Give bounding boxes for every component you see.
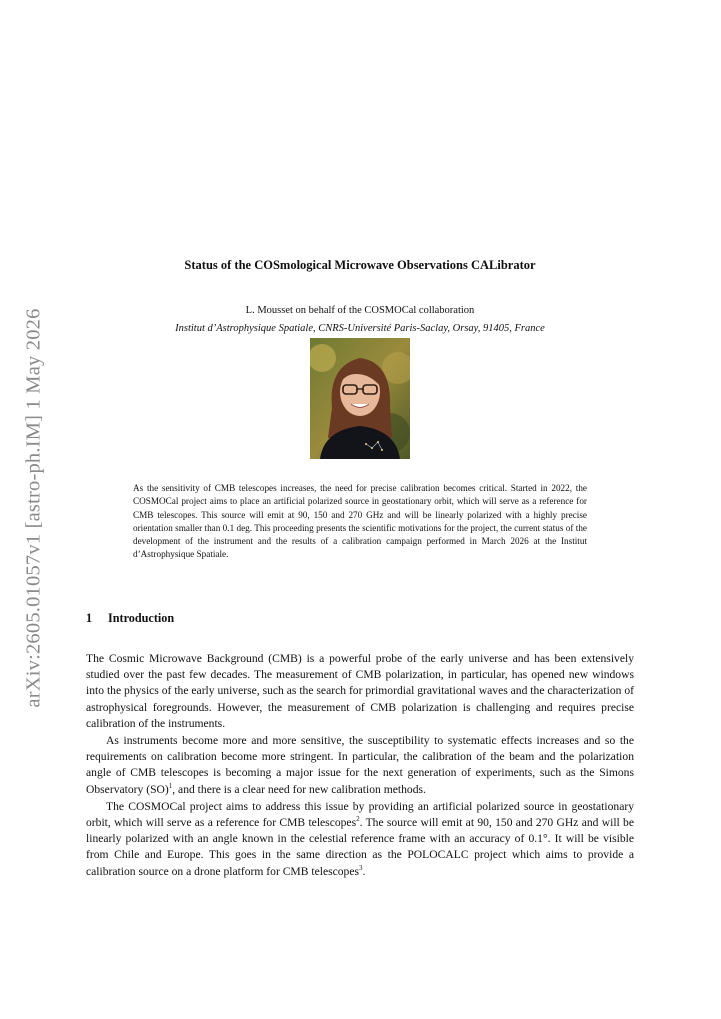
section-title: Introduction — [108, 611, 175, 625]
citation-ref: 1 — [168, 781, 173, 790]
abstract: As the sensitivity of CMB telescopes increases, the need for precise calibration becomes critical. Started in 2022, the COSMOCal project aims to place an artificial polarized source in geostationary orbit, which will serve as a reference for CMB telescopes. This source will emit at 90, 150 and 270 GHz and will be linearly polarized with a highly precise orientation smaller than 0.1 deg. This proceeding presents the scientific motivations for the project, the current status of the development of the instrument and the results of a calibration campaign performed in March 2026 at the Institut d’Astrophysique Spatiale. — [133, 483, 587, 560]
paragraph-3 — [86, 799, 634, 880]
paragraph-2-text-end: , and there is a clear need for new calibration methods. — [172, 782, 426, 796]
paragraph-2 — [86, 733, 634, 798]
paragraph-3-text-end: . — [362, 864, 366, 878]
paragraph-2-text: As instruments become more and more sensitive, the susceptibility to systematic effects increases and so the requirements on calibration become more stringent. In particular, the calibration of the beam and the polarization angle of CMB telescopes is becoming a major issue for the next generation of experiments, such as the Simons Observatory (SO) — [86, 734, 634, 796]
author-photo — [310, 338, 410, 459]
author-line: L. Mousset on behalf of the COSMOCal collaboration — [245, 305, 475, 316]
section-number: 1 — [86, 611, 93, 625]
citation-ref: 3 — [359, 863, 363, 872]
paragraph-1: The Cosmic Microwave Background (CMB) is a powerful probe of the early universe and has been extensively studied over the past few decades. The measurement of CMB polarization, in particular, has opened new windows into the physics of the early universe, such as the search for primordial gravitational waves and the characterization of astrophysical foregrounds. However, the measurement of CMB polarization is challenging and requires precise calibration of the instruments. — [86, 652, 634, 730]
introduction-body — [86, 651, 634, 880]
arxiv-sidebar — [18, 272, 50, 744]
paper-title: Status of the COSmological Microwave Observations CALibrator — [184, 258, 536, 272]
paragraph-3-text: The COSMOCal project aims to address this issue by providing an artificial polarized source in geostationary orbit, which will serve as a reference for CMB telescopes — [86, 799, 634, 830]
arxiv-identifier: arXiv:2605.01057v1 [astro-ph.IM] 1 May 2026 — [22, 308, 45, 708]
citation-ref: 2 — [356, 815, 360, 824]
section-heading-introduction — [86, 611, 174, 626]
paragraph-3-text-mid: . The source will emit at 90, 150 and 270 GHz and will be linearly polarized with an angle known in the celestial reference frame with an accuracy of 0.1°. It will be visible from Chile and Europe. This goes in the same direction as the POLOCALC project which aims to provide a calibration source on a drone platform for CMB telescopes — [86, 816, 634, 878]
affiliation: Institut d’Astrophysique Spatiale, CNRS-Université Paris-Saclay, Orsay, 91405, France — [175, 323, 545, 334]
